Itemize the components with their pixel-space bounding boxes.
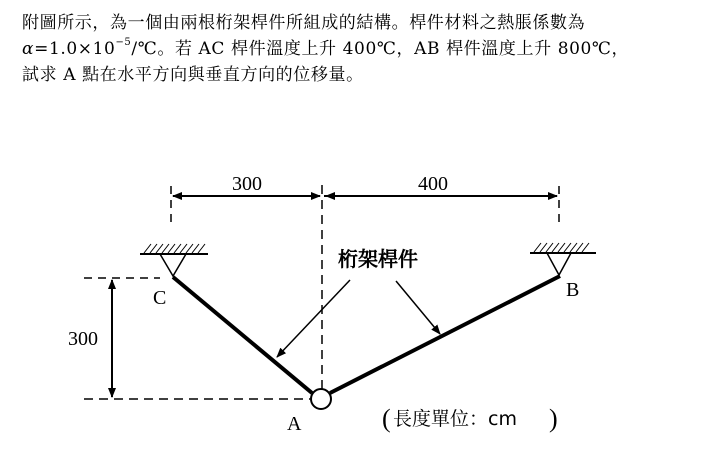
horizontal-dimension-left xyxy=(171,173,320,222)
alpha-exponent: −5 xyxy=(115,37,132,49)
unit-open-paren: ( xyxy=(382,404,391,433)
support-b xyxy=(530,243,596,275)
support-c-pin xyxy=(160,254,186,276)
dim-right-value: 400 xyxy=(418,173,448,195)
member-ac xyxy=(173,277,312,393)
vertical-dimension xyxy=(68,278,310,399)
leader-to-ab xyxy=(396,281,440,334)
unit-text: 長度單位：cm xyxy=(393,408,517,430)
support-c-hatching xyxy=(144,244,205,253)
node-label-a: A xyxy=(287,413,302,435)
support-b-pin xyxy=(547,253,571,275)
member-label: 桁架桿件 xyxy=(338,247,418,271)
dim-vertical-value: 300 xyxy=(68,328,98,350)
support-c xyxy=(140,244,208,276)
problem-line-3: 試求 A 點在水平方向與垂直方向的位移量。 xyxy=(22,65,364,85)
horizontal-dimension-right xyxy=(324,173,559,222)
dim-left-value: 300 xyxy=(232,173,262,195)
unit-note xyxy=(382,404,558,433)
alpha-symbol: α xyxy=(22,39,35,59)
alpha-unit-and-temps: /℃。若 AC 桿件溫度上升 400℃，AB 桿件溫度上升 800℃， xyxy=(131,39,630,59)
problem-line-1: 附圖所示，為一個由兩根桁架桿件所組成的結構。桿件材料之熱脹係數為 xyxy=(22,13,586,33)
joint-a xyxy=(311,389,331,409)
alpha-value: =1.0×10 xyxy=(34,39,116,59)
node-label-c: C xyxy=(153,287,167,309)
leader-to-ac xyxy=(277,280,350,357)
support-b-hatching xyxy=(534,243,589,252)
member-ab xyxy=(330,276,560,393)
unit-close-paren: ) xyxy=(549,404,558,433)
node-label-b: B xyxy=(566,279,580,301)
